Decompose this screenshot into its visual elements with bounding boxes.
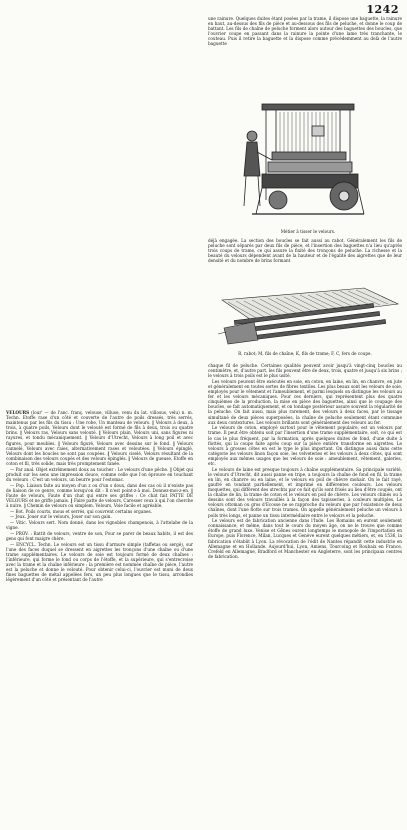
paragraph: Le velours de coton, employé surtout pour le vêtement populaire, est un velours par trame. Il peut être obtenu soit par l'insertion d'une trame supplémentaire, soit, ce qui est le cas le plus fréquent, par la formation, après quelques duites de fond, d'une duite à flottés, qui la coupe faite après coup sur la pièce entière transforme en aigrettes. Le velours à grosses côtes en est le type le plus important. On distingue aussi dans cette catégorie les velours linon façon soie, les velveteries et les velours à deux côtes, qui sont employés aux mêmes usages que les velours de soie : ameublement, vêtement, galeries, etc.	[208, 425, 402, 466]
paragraph: une rainure. Quelques duites étant posées par la trame, il dispose une baguette, la rainure en haut, au-dessus des fils de pièce et au-dessous des fils de peluche, et donne le coup de battant. Les fils de chaîne de peluche forment alors autour des baguettes des boucles, que l'ouvrier coupe en passant dans la rainure la pointe d'une lame très tranchante, le couteau. Puis il retire la baguette et la dispose comme précédemment au delà de l'autre baguette	[208, 16, 402, 47]
headword: VELOURS	[6, 410, 30, 415]
entry-paragraph	[6, 467, 193, 482]
page-number: 1242	[366, 3, 399, 16]
paragraph: Les velours peuvent être exécutés en soie, en coton, en laine, en lin, en chanvre, en jute et généralement en toutes sortes de fibres textiles. Les plus beaux sont les velours de soie, employés pour le vêtement et l'ameublement, et parmi lesquels on distingue les velours au fer et les velours mécaniques. Pour ces derniers, qui représentent plus des quatre cinquièmes de la production, la mise en pièce des baguettes, ainsi que le coupage des boucles, se fait automatiquement, et on tondage postérieur assure souvent la régularité de la peluche. On fait aussi, mais plus rarement, des velours à deux faces, par le tissage simultané de deux pièces superposées, la chaîne de peluche seulement étant commune aux deux contextures. Les velours brillants sont généralement des velours au fer.	[208, 378, 402, 425]
loom-caption: Métier à tisser le velours.	[280, 229, 336, 234]
entry-paragraph	[6, 542, 193, 583]
entry-text: — PROV. : Battit de velours, ventre de son, Pour se parer de beaux habits, il est des gens qui font maigre chère.	[6, 530, 193, 541]
entry-paragraph	[6, 514, 193, 519]
loom-drawing	[232, 96, 380, 226]
paragraph: Le velours de laine est presque toujours à chaîne supplémentaire. Sa principale variété, le velours d'Utrecht, dit aussi panne en tripe, a toujours la chaîne de fond en fil, la trame en lin, en chanvre ou en laine, et le velours en poil de chèvre mohair. On le fait rayé, gaufré en tondant partiellement, et imprimé en différentes couleurs. Les velours moquettes, qui diffèrent des utrechts par ce fait qu'ils sont frisés au lieu d'être coupés, ont la chaîne de lin, la trame de coton et le velours en poil de chèvre. Les velours chinés ou à dessins sont des velours travaillés à la façon des tapisseries, à couleurs multiples. Le velours ottoman ou gros d'Ecosse ne se rapproche du velours que par l'existence de deux chaînes, dont l'une flotte sur trois trames. On appelle généralement peluche un velours à poils très longs, et panne un tissu intermédiaire entre le velours et la peluche.	[208, 466, 402, 518]
entry-paragraph	[6, 531, 193, 541]
paragraph: déjà engagée. La section des boucles se fait aussi au rabot. Généralement les fils de peluche sont séparés par deux fils de pièce, et l'insertion des baguettes n'a lieu qu'après trois coups de trame, ce qui assure la fixité des tronçons de peluche. La richesse et la beauté du velours dépendent avant de la hauteur et de l'égalité des aigrettes que de leur densité et du nombre de brins formant	[208, 238, 402, 264]
entry-paragraph	[6, 410, 193, 466]
velvet-bars-drawing	[214, 282, 400, 346]
velvet-bars-illustration	[214, 282, 400, 346]
loom-illustration	[232, 96, 380, 226]
entry-paragraph	[6, 483, 193, 508]
entry-text: — Par anal. Objet extrêmement doux au toucher : Le velours d'une pêche. ‖ Objet qui produit sur les sens une impression douce, comme celle que l'on éprouve en touchant du velours : C'est un velours, un beurre pour l'estomac.	[6, 466, 193, 482]
right-column-top	[208, 16, 402, 97]
entry-text: — Jeux. Jouer sur le velours, Jouer sur son gain.	[10, 514, 112, 520]
left-column	[6, 410, 193, 828]
paragraph: chaque fil de peluche. Certaines qualités peuvent avoir jusqu'à vingt-cinq boucles au centimètre, et, d'autre part, les fils peuvent être de deux, trois, quatre et jusqu'à six brins ; le velours à trois poils est le plus usité.	[208, 363, 402, 379]
entry-text: — Bot. Poils courts, mous et serrés, qui couvrent certains organes.	[10, 508, 152, 514]
paragraph: Le velours est de fabrication ancienne dans l'Inde. Les Romains en eurent seulement connaissance, et même, dans tout le cours du moyen âge, on ne le trouve que comme étoffe de grand luxe. Venise et Gênes eurent longtemps le monopole de l'importation en Europe, puis Florence, Milan, Lucques et Genève eurent quelques métiers, et, en 1536, la fabrication s'établit à Lyon. La révocation de l'édit de Nantes répandit cette industrie en Allemagne et en Hollande. Aujourd'hui, Lyon, Amiens, Tourcoing et Roubaix en France, Crefeld en Allemagne, Bradford et Manchester en Angleterre, sont les principaux centres de fabrication.	[208, 518, 402, 559]
bars-caption: R, rabot; M, fils de chaîne; K, fils de trame; F, C, fers de coupe.	[238, 351, 372, 356]
entry-text: — ENCYCL. Techn. Le velours est un tissu d'armure simple (taffetas ou sergé), sur l'une des faces duquel se dressent en aigrettes les tronçons d'une chaîne ou d'une trame supplémentaires. Le velours de soie est toujours formé de deux chaînes : l'inférieure, qui forme le fond ou corps de l'étoffe, et la supérieure, qui s'entrecroise avec la trame et la chaîne inférieure : la première est nommée chaîne de pièce, l'autre est la peluche et donne le velouté. Pour obtenir celui-ci, l'ouvrier est muni de deux fines baguettes de métal appelées fers, un peu plus longues que le tissu, arrondies légèrement d'un côté et présentant de l'autre	[6, 541, 193, 583]
entry-text: (lour' — de l'anc. franç. velouse, villuse, venu du lat. villosus, velu) n. m. Techn. Etoffe rase d'un côté et couverte de l'autre de poils dressés, très serrés, maintenus par les fils du tissu : Une robe, Un manteau de velours. ‖ Velours à deux, à trois, à quatre poils, Velours dont le velouté est formé de fils à deux, trois ou quatre brins. ‖ Velours ras, Velours sans velouté. ‖ Velours plain, Velours uni, sans figures ni rayures, et tondu mécaniquement. ‖ Velours d'Utrecht, Velours à long poil et avec figures, pour meubles. ‖ Velours figuré, Velours avec dessins sur le fond. ‖ Velours cannelé, Velours avec raies, alternativement rases et veloutées. ‖ Velours épinglé, Velours dont les boucles ne sont pas coupées. ‖ Velours ciselé, Velours résultant de la combinaison des velours coupés et des velours épinglés. ‖ Velours de gueuse, Etoffe en coton et fil, très solide, mais très promptement fanée.	[6, 410, 193, 466]
entry-paragraph	[6, 520, 193, 530]
entry-text: — Pop. Liaison faite au moyen d'un z ou d'un s doux, dans des cas où il n'existe pas de liaison de ce genre, comme lorsqu'on dit : Il n'est point-z-à moi. Donnez-moi-z-en. ‖ Faute de velours, Faute d'un chat qui entre ses griffes : Ce chat fait PATTE DE VELOURS et ne griffe jamais. ‖ Faire patte de velours, Caresser ceux à qui l'on cherche à nuire. ‖ Chemin de velours ou simplem. Velours, Voie facile et agréable.	[6, 482, 193, 508]
entry-text: — Vitic. Velours sert. Nom donné, dans les vignobles champenois, à l'attelabe de la vigne.	[6, 519, 193, 531]
right-column-bottom	[208, 363, 402, 828]
right-column-middle	[208, 238, 402, 275]
entry-paragraph	[6, 509, 193, 514]
